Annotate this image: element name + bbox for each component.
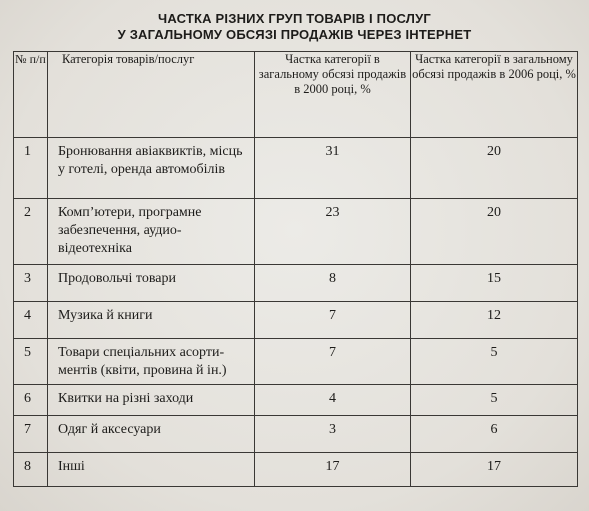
row-category: Бронювання авіаквиктів, місць у готелі, оренда автомобілів: [48, 138, 255, 199]
row-num: 5: [14, 339, 48, 385]
header-share-2000: Частка категорії в загальному обсязі продажів в 2000 році, %: [255, 52, 411, 138]
row-share-2000: 3: [255, 416, 411, 453]
row-share-2000: 7: [255, 339, 411, 385]
row-share-2000: 31: [255, 138, 411, 199]
row-category: Товари спеціальних асорти-ментів (квіти, провина й ін.): [48, 339, 255, 385]
table-row: [14, 339, 578, 385]
title-line-1: ЧАСТКА РІЗНИХ ГРУП ТОВАРІВ І ПОСЛУГ: [158, 11, 431, 26]
row-share-2000: 8: [255, 265, 411, 302]
row-category: Музика й книги: [48, 302, 255, 339]
row-share-2006: 6: [411, 416, 578, 453]
row-category: Комп’ютери, програмне забезпечення, аудио-відеотехніка: [48, 199, 255, 265]
row-share-2000: 7: [255, 302, 411, 339]
row-share-2006: 20: [411, 138, 578, 199]
row-num: 1: [14, 138, 48, 199]
header-category: Категорія товарів/послуг: [48, 52, 255, 138]
row-share-2000: 23: [255, 199, 411, 265]
row-num: 6: [14, 385, 48, 416]
row-category: Квитки на різні заходи: [48, 385, 255, 416]
row-share-2006: 5: [411, 385, 578, 416]
row-share-2006: 17: [411, 453, 578, 487]
table-row: [14, 302, 578, 339]
table-header-row: [14, 52, 578, 138]
table-row: [14, 416, 578, 453]
row-category: Продовольчі товари: [48, 265, 255, 302]
table-row: [14, 265, 578, 302]
table-row: [14, 138, 578, 199]
sales-share-table: [13, 51, 578, 487]
row-num: 7: [14, 416, 48, 453]
document-title: [0, 11, 589, 43]
row-category: Одяг й аксесуари: [48, 416, 255, 453]
header-num: № п/п: [14, 52, 48, 138]
table-row: [14, 199, 578, 265]
row-share-2006: 20: [411, 199, 578, 265]
row-share-2006: 15: [411, 265, 578, 302]
row-share-2006: 5: [411, 339, 578, 385]
header-share-2006: Частка категорії в загальному обсязі продажів в 2006 році, %: [411, 52, 578, 138]
row-category: Інші: [48, 453, 255, 487]
title-line-2: У ЗАГАЛЬНОМУ ОБСЯЗІ ПРОДАЖІВ ЧЕРЕЗ ІНТЕРНЕТ: [117, 27, 472, 42]
row-share-2000: 4: [255, 385, 411, 416]
row-share-2000: 17: [255, 453, 411, 487]
row-num: 2: [14, 199, 48, 265]
row-num: 8: [14, 453, 48, 487]
row-num: 3: [14, 265, 48, 302]
table-row: [14, 453, 578, 487]
row-share-2006: 12: [411, 302, 578, 339]
table-row: [14, 385, 578, 416]
row-num: 4: [14, 302, 48, 339]
